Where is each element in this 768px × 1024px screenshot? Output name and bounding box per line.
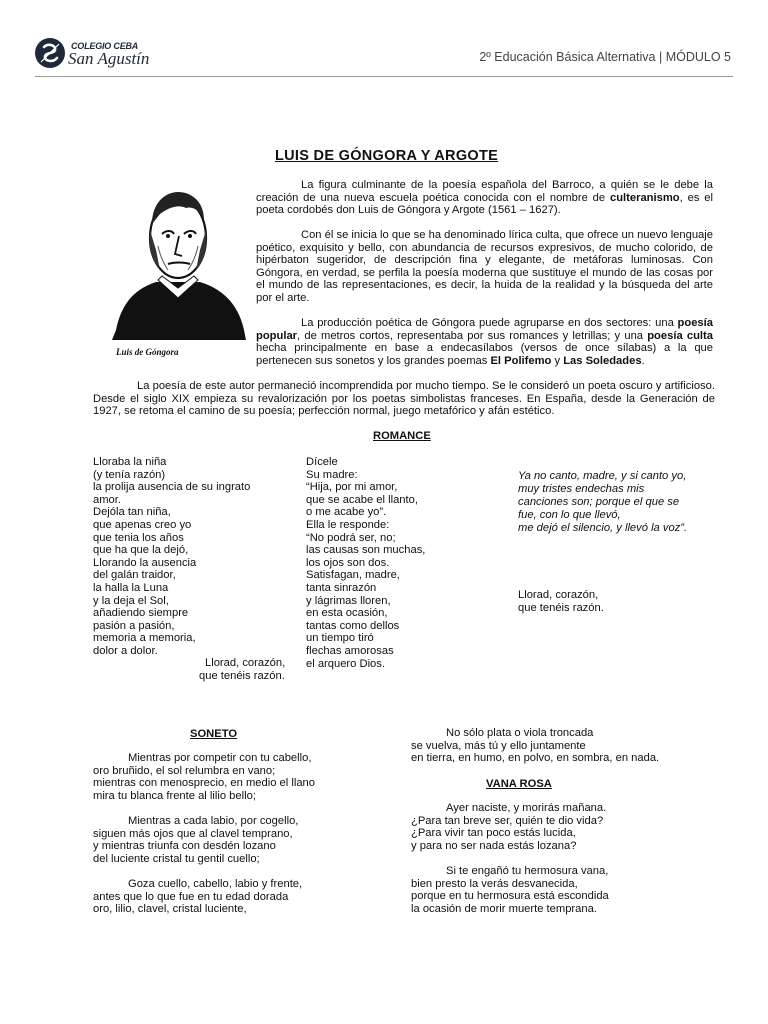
poem-line: el arquero Dios.: [306, 657, 385, 670]
poem-line: Ayer naciste, y morirás mañana.: [446, 802, 607, 814]
poem-line: se vuelva, más tú y ello juntamente: [411, 739, 586, 752]
poem-line: en tierra, en humo, en polvo, en sombra, en nada.: [411, 752, 660, 765]
bold-term: El Polifemo: [490, 354, 552, 367]
vana-rosa-heading: VANA ROSA: [486, 778, 552, 790]
romance-column-1: [93, 456, 250, 658]
poem-line: la prolija ausencia de su ingrato: [93, 481, 251, 494]
poem-line: ¿Para tan breve ser, quién te dio vida?: [411, 814, 604, 827]
poem-line: Dícele: [306, 456, 338, 468]
poem-line: porque en tu hermosura está escondida: [411, 890, 609, 903]
poem-line: un tiempo tiró: [306, 632, 374, 645]
poem-line: amor.: [93, 493, 121, 506]
school-logo: [35, 38, 205, 72]
poem-line: mientras con menosprecio, en medio el llano: [93, 777, 316, 790]
poem-line: del galán traidor,: [93, 569, 176, 582]
poem-line: Mientras por competir con tu cabello,: [128, 752, 312, 764]
poem-line: Lloraba la niña: [93, 456, 167, 468]
bold-term: poesía culta: [647, 329, 713, 342]
poem-line: canciones son; porque el que se: [518, 496, 680, 508]
poem-line: pasión a pasión,: [93, 619, 175, 632]
poem-line: Llorad, corazón,: [205, 657, 286, 669]
soneto-heading: SONETO: [190, 728, 238, 740]
poem-line: (y tenía razón): [93, 468, 166, 481]
poem-line: antes que lo que fue en tu edad dorada: [93, 890, 289, 903]
poem-line: bien presto la verás desvanecida,: [411, 877, 578, 890]
text-run: , de metros cortos, representaba por sus romances y letrillas; y una: [297, 329, 648, 342]
logo-emblem-icon: [35, 38, 65, 68]
romance-quote: [518, 470, 687, 535]
poem-line: ¿Para vivir tan poco estás lucida,: [411, 827, 576, 840]
poem-line: Llorando la ausencia: [93, 556, 197, 569]
intro-paragraph-2: Con él se inicia lo que se ha denominado lírica culta, que ofrece un nuevo lenguaje poético, exquisito y bello, con abundancia de recursos expresivos, de mucho colorido, de hipérbaton sugeridor, de descripción fina y elegante, de metáforas luminosas. Con Góngora, en verdad, se perfila la poesía moderna que sustituye el mundo de las cosas por el mundo de las representaciones, es decir, la huida de la realidad y la búsqueda del arte por el arte.: [256, 229, 713, 304]
poem-line: oro, lilio, clavel, cristal luciente,: [93, 903, 247, 916]
poem-line: Satisfagan, madre,: [306, 569, 400, 582]
poem-line: fue, con lo que llevó,: [518, 509, 621, 521]
poem-line: o me acabe yo”.: [306, 506, 387, 519]
poem-line: memoria a memoria,: [93, 632, 196, 645]
poem-line: Goza cuello, cabello, labio y frente,: [128, 877, 303, 890]
logo-school-type: COLEGIO CEBA: [71, 41, 139, 51]
romance-heading: ROMANCE: [373, 430, 431, 442]
poem-line: flechas amorosas: [306, 644, 394, 657]
soneto-continuation: [411, 727, 659, 765]
soneto-text: [93, 752, 315, 916]
gongora-portrait-image: [108, 180, 248, 365]
intro-paragraph-4: La poesía de este autor permaneció incomprendida por mucho tiempo. Se le consideró un poeta oscuro y artificioso. Desde el siglo XIX empieza su revalorización por los poetas simbolistas franceses. En España, desde la Generación de 1927, se retoma el camino de su poesía; perfección normal, juego metafórico y afán estético.: [93, 380, 715, 418]
poem-line: la halla la Luna: [93, 581, 169, 594]
romance-column-2: [306, 456, 425, 670]
poem-line: dolor a dolor.: [93, 644, 158, 657]
header-divider: [35, 76, 733, 77]
bold-term: poesía popular: [256, 317, 713, 342]
poem-line: tantas como dellos: [306, 619, 400, 632]
text-run: .: [641, 354, 645, 367]
text-run: La producción poética de Góngora puede agruparse en dos sectores: una: [301, 317, 678, 329]
poem-line: Ya no canto, madre, y si canto yo,: [518, 470, 687, 482]
poem-line: siguen más ojos que al clavel temprano,: [93, 827, 293, 840]
course-label: 2º Educación Básica Alternativa | MÓDULO 5: [479, 50, 731, 64]
poem-line: la ocasión de morir muerte temprana.: [411, 902, 597, 915]
poem-line: Dejóla tan niña,: [93, 506, 171, 519]
text-run: hecha principalmente en base a endecasílabos (versos de once sílabas) a la que pertenecen sus sonetos y los grandes poemas: [256, 342, 713, 367]
romance-refrain-1: [199, 657, 285, 682]
bold-term: culteranismo: [609, 191, 680, 204]
poem-line: y mientras triunfa con desdén lozano: [93, 840, 276, 853]
poem-line: que tenia los años: [93, 531, 184, 544]
poem-line: Si te engañó tu hermosura vana,: [446, 864, 609, 877]
page-title: LUIS DE GÓNGORA Y ARGOTE: [275, 148, 499, 164]
vana-rosa-text: [411, 802, 609, 915]
poem-line: añadiendo siempre: [93, 607, 189, 620]
poem-line: No sólo plata o viola troncada: [446, 727, 594, 739]
poem-line: oro bruñido, el sol relumbra en vano;: [93, 764, 276, 777]
poem-line: que tenéis razón.: [518, 601, 604, 614]
romance-refrain-2: [518, 589, 604, 614]
poem-line: mira tu blanca frente al lilio bello;: [93, 789, 256, 802]
bold-term: Las Soledades: [563, 354, 642, 367]
poem-line: Ella le responde:: [306, 518, 390, 531]
intro-paragraph-1: [256, 179, 713, 217]
poem-line: en esta ocasión,: [306, 607, 388, 620]
poem-line: “Hija, por mi amor,: [306, 481, 398, 494]
text-run: , es el poeta cordobés don Luis de Góngora y Argote (1561 – 1627).: [256, 191, 713, 217]
poem-line: que tenéis razón.: [199, 669, 285, 682]
text-run: y: [551, 354, 564, 367]
poem-line: los ojos son dos.: [306, 556, 390, 569]
poem-line: que se acabe el llanto,: [306, 493, 418, 506]
logo-school-name: San Agustín: [68, 49, 150, 68]
poem-line: muy tristes endechas mis: [518, 483, 645, 495]
portrait-caption: Luis de Góngora: [116, 347, 179, 357]
poem-line: Su madre:: [306, 468, 358, 481]
poem-line: y lágrimas lloren,: [306, 594, 391, 607]
poem-line: Llorad, corazón,: [518, 589, 599, 601]
poem-line: que apenas creo yo: [93, 518, 192, 531]
text-run: La figura culminante de la poesía española del Barroco, a quién se le debe la creación de una nueva escuela poética conocida con el nombre de: [256, 179, 713, 204]
poem-line: “No podrá ser, no;: [306, 531, 396, 544]
poem-line: y para no ser nada estás lozana?: [411, 839, 577, 852]
poem-line: del luciente cristal tu gentil cuello;: [93, 852, 260, 865]
poem-line: Mientras a cada labio, por cogello,: [128, 814, 299, 827]
intro-paragraph-3: [256, 317, 713, 367]
poem-line: las causas son muchas,: [306, 544, 426, 557]
poem-line: que ha que la dejó,: [93, 544, 189, 557]
poem-line: y la deja el Sol,: [93, 594, 169, 607]
poem-line: me dejó el silencio, y llevó la voz”.: [518, 522, 688, 534]
poem-line: tanta sinrazón: [306, 581, 377, 594]
